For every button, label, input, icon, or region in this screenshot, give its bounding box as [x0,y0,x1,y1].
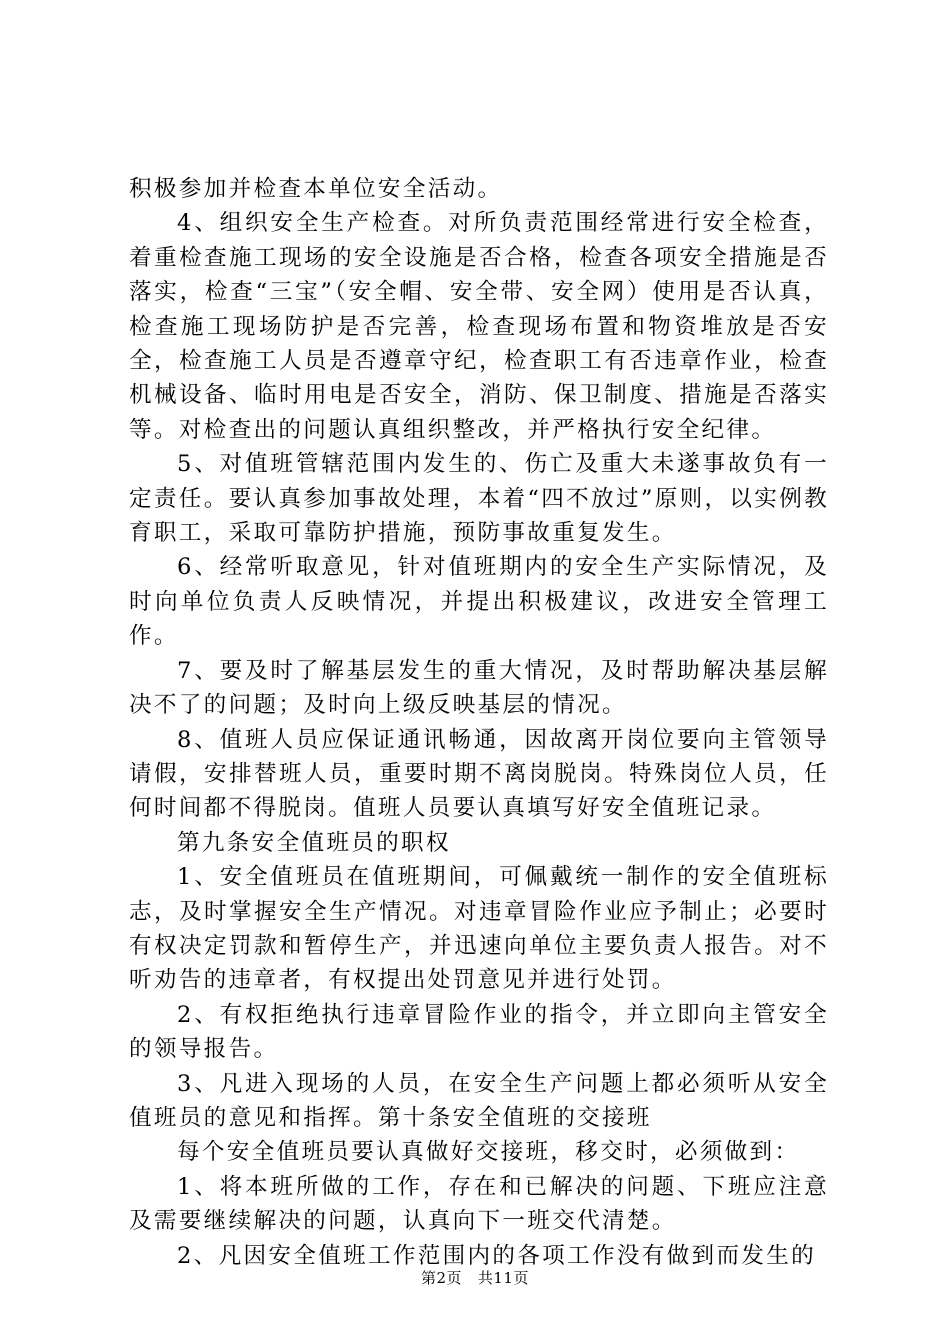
paragraph-7: 1、安全值班员在值班期间，可佩戴统一制作的安全值班标志，及时掌握安全生产情况。对违章冒险作业应予制止；必要时有权决定罚款和暂停生产，并迅速向单位主要负责人报告。对不听劝告的违章者，有权提出处罚意见并进行处罚。 [129,864,829,994]
page-separator [467,1269,472,1287]
paragraph-4: 7、要及时了解基层发生的重大情况，及时帮助解决基层解决不了的问题；及时向上级反映基层的情况。 [129,657,829,719]
paragraph-1: 4、组织安全生产检查。对所负责范围经常进行安全检查，着重检查施工现场的安全设施是否合格，检查各项安全措施是否落实，检查“三宝”（安全帽、安全带、安全网）使用是否认真，检查施工现场防护是否完善，检查现场布置和物资堆放是否安全，检查施工人员是否遵章守纪，检查职工有否违章作业，检查机械设备、临时用电是否安全，消防、保卫制度、措施是否落实等。对检查出的问题认真组织整改，并严格执行安全纪律。 [129,210,829,443]
paragraph-0: 积极参加并检查本单位安全活动。 [129,176,503,202]
total-pages: 共11页 [477,1269,529,1287]
page-number: 第2页 [421,1269,463,1287]
paragraph-12: 2、凡因安全值班工作范围内的各项工作没有做到而发生的 [177,1242,817,1269]
paragraph-11: 1、将本班所做的工作，存在和已解决的问题、下班应注意及需要继续解决的问题，认真向下一班交代清楚。 [129,1173,829,1235]
paragraph-3: 6、经常听取意见，针对值班期内的安全生产实际情况，及时向单位负责人反映情况，并提出积极建议，改进安全管理工作。 [129,554,829,650]
section-heading-article-9: 第九条安全值班员的职权 [177,829,451,856]
page-footer [0,1268,950,1288]
paragraph-8: 2、有权拒绝执行违章冒险作业的指令，并立即向主管安全的领导报告。 [129,1001,829,1063]
paragraph-2: 5、对值班管辖范围内发生的、伤亡及重大未遂事故负有一定责任。要认真参加事故处理，本着“四不放过”原则，以实例教育职工，采取可靠防护措施，预防事故重复发生。 [129,451,829,547]
paragraph-10: 每个安全值班员要认真做好交接班，移交时，必须做到： [177,1139,800,1166]
paragraph-9: 3、凡进入现场的人员，在安全生产问题上都必须听从安全值班员的意见和指挥。第十条安全值班的交接班 [129,1070,829,1131]
paragraph-5: 8、值班人员应保证通讯畅通，因故离开岗位要向主管领导请假，安排替班人员，重要时期不离岗脱岗。特殊岗位人员，任何时间都不得脱岗。值班人员要认真填写好安全值班记录。 [129,726,829,822]
document-body [129,172,829,1273]
